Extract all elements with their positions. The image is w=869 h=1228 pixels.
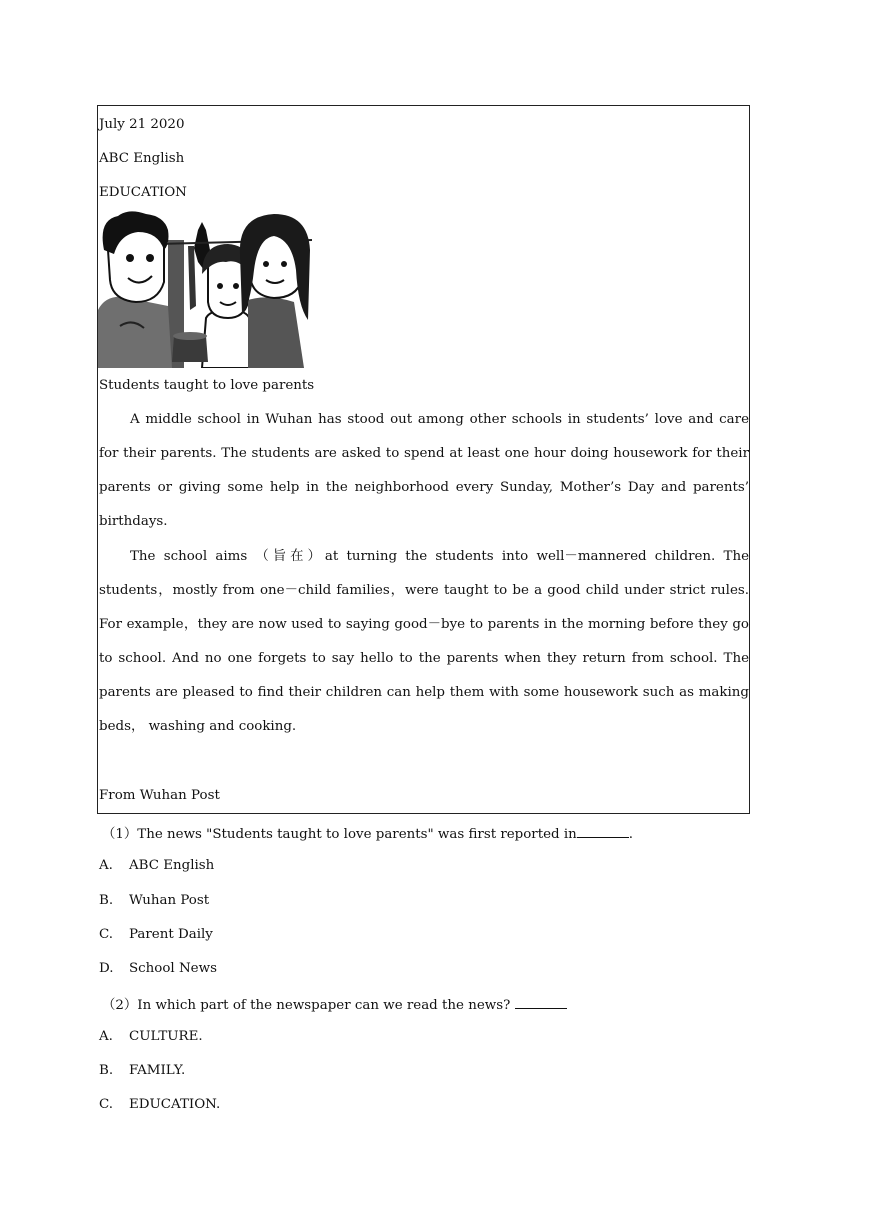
question-2 bbox=[102, 994, 567, 1015]
question-1 bbox=[102, 823, 633, 844]
option-text: ABC English bbox=[129, 858, 215, 873]
option-1b[interactable] bbox=[99, 892, 209, 910]
family-cartoon-illustration bbox=[98, 210, 312, 368]
question-1-stem: （1）The news "Students taught to love parents" was first reported in bbox=[102, 827, 577, 842]
option-text: FAMILY. bbox=[129, 1063, 186, 1078]
article-source: From Wuhan Post bbox=[99, 788, 220, 803]
option-letter: B. bbox=[99, 893, 114, 908]
answer-blank-1[interactable] bbox=[577, 823, 629, 838]
option-text: School News bbox=[129, 961, 217, 976]
option-text: Wuhan Post bbox=[129, 893, 210, 908]
option-letter: A. bbox=[99, 1029, 113, 1044]
option-1a[interactable] bbox=[99, 857, 214, 875]
answer-blank-2[interactable] bbox=[515, 994, 567, 1009]
option-letter: B. bbox=[99, 1063, 114, 1078]
option-letter: D. bbox=[99, 961, 114, 976]
article-date: July 21 2020 bbox=[99, 117, 185, 132]
option-1c[interactable] bbox=[99, 926, 213, 944]
question-1-end: . bbox=[628, 827, 634, 842]
question-2-stem: （2）In which part of the newspaper can we read the news? bbox=[102, 998, 515, 1013]
option-2a[interactable] bbox=[99, 1028, 203, 1046]
option-2b[interactable] bbox=[99, 1062, 185, 1080]
option-1d[interactable] bbox=[99, 960, 217, 978]
option-2c[interactable] bbox=[99, 1096, 220, 1114]
article-paragraph-2: The school aims （旨在）at turning the students into well－mannered children. The students，mostly from one－child families，were taught to be a good child under strict rules. For example，they are now used to saying good－bye to parents in the morning before they go to school. And no one forgets to say hello to the parents when they return from school. The parents are pleased to find their children can help them with some housework such as making beds， washing and cooking. bbox=[99, 549, 749, 735]
option-letter: C. bbox=[99, 927, 114, 942]
option-letter: C. bbox=[99, 1097, 114, 1112]
article-headline: Students taught to love parents bbox=[99, 378, 315, 393]
section-name: EDUCATION bbox=[99, 185, 187, 200]
option-text: Parent Daily bbox=[129, 927, 213, 942]
option-letter: A. bbox=[99, 858, 113, 873]
option-text: CULTURE. bbox=[129, 1029, 203, 1044]
option-text: EDUCATION. bbox=[129, 1097, 221, 1112]
article-paragraph-1: A middle school in Wuhan has stood out among other schools in students’ love and care for their parents. The students are asked to spend at least one hour doing housework for their parents or giving some help in the neighborhood every Sunday, Mother’s Day and parents’ birthdays. bbox=[99, 412, 749, 530]
newspaper-name: ABC English bbox=[99, 151, 185, 166]
